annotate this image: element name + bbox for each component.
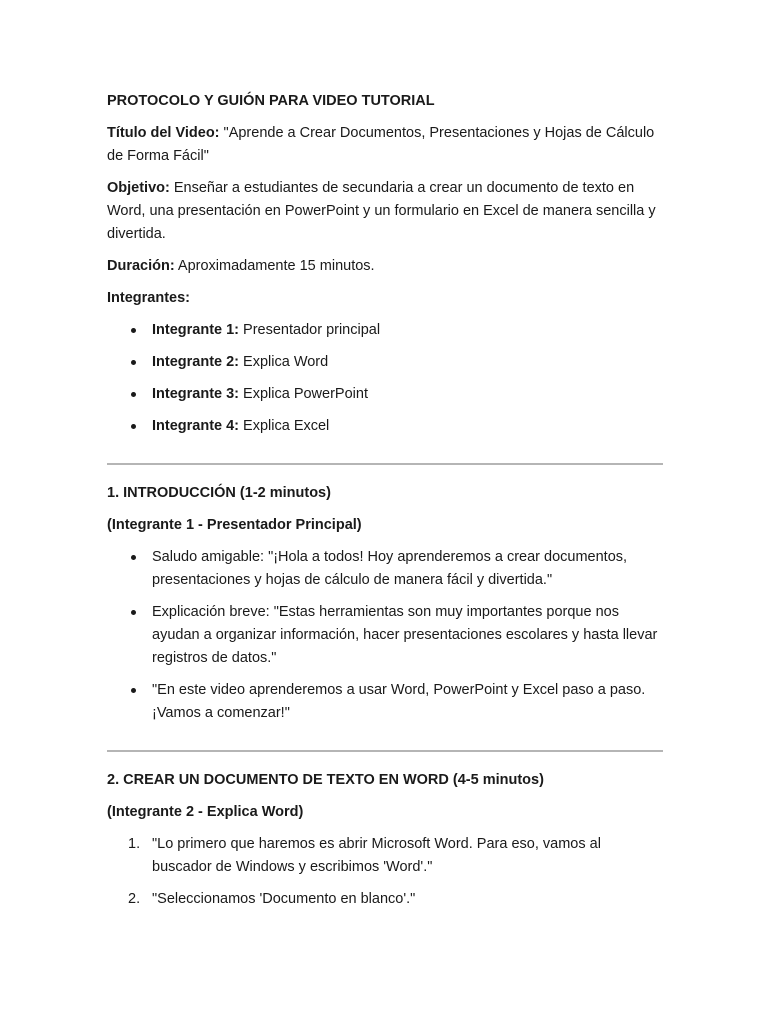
section2-subtitle: (Integrante 2 - Explica Word) xyxy=(107,804,304,820)
section1-title: 1. INTRODUCCIÓN (1-2 minutos) xyxy=(107,485,331,501)
objective-label: Objetivo: xyxy=(107,180,170,196)
section1-list xyxy=(107,546,662,725)
step-number: 2. xyxy=(128,891,141,907)
list-item-text: "En este video aprenderemos a usar Word, PowerPoint y Excel paso a paso. ¡Vamos a comenzar!" xyxy=(152,682,646,721)
duration-value: Aproximadamente 15 minutos. xyxy=(177,258,375,274)
section-divider xyxy=(107,750,663,752)
members-list xyxy=(107,319,662,438)
list-item xyxy=(152,679,662,725)
list-item-text: Saludo amigable: "¡Hola a todos! Hoy aprenderemos a crear documentos, presentaciones y hojas de cálculo de manera fácil y divertida." xyxy=(152,549,628,588)
document-title: PROTOCOLO Y GUIÓN PARA VIDEO TUTORIAL xyxy=(107,93,435,109)
video-title-label: Título del Video: xyxy=(107,125,220,141)
video-title-paragraph xyxy=(107,122,662,168)
list-item xyxy=(152,415,662,438)
section1-subtitle: (Integrante 1 - Presentador Principal) xyxy=(107,517,362,533)
section2-title: 2. CREAR UN DOCUMENTO DE TEXTO EN WORD (4-5 minutos) xyxy=(107,772,544,788)
list-item xyxy=(152,351,662,374)
bullet-icon xyxy=(131,610,136,615)
member-label: Integrante 4: xyxy=(152,418,240,434)
bullet-icon xyxy=(131,328,136,333)
bullet-icon xyxy=(131,360,136,365)
bullet-icon xyxy=(131,555,136,560)
objective-value: Enseñar a estudiantes de secundaria a crear un documento de texto en Word, una presentación en PowerPoint y un formulario en Excel de manera sencilla y divertida. xyxy=(107,180,656,242)
list-item xyxy=(128,833,662,879)
members-label: Integrantes: xyxy=(107,290,190,306)
members-heading xyxy=(107,287,662,310)
bullet-icon xyxy=(131,688,136,693)
list-item xyxy=(128,888,662,911)
member-label: Integrante 2: xyxy=(152,354,240,370)
member-role: Explica Excel xyxy=(243,418,330,434)
member-label: Integrante 1: xyxy=(152,322,240,338)
member-role: Explica PowerPoint xyxy=(243,386,368,402)
list-item xyxy=(152,546,662,592)
step-text: "Seleccionamos 'Documento en blanco'." xyxy=(152,891,416,907)
list-item-text: Explicación breve: "Estas herramientas son muy importantes porque nos ayudan a organizar información, hacer presentaciones escolares y hasta llevar registros de datos." xyxy=(152,604,658,666)
video-title-value: "Aprende a Crear Documentos, Presentaciones y Hojas de Cálculo de Forma Fácil" xyxy=(107,125,655,164)
duration-label: Duración: xyxy=(107,258,175,274)
step-number: 1. xyxy=(128,836,141,852)
section2-steps xyxy=(107,833,662,911)
list-item xyxy=(152,319,662,342)
member-label: Integrante 3: xyxy=(152,386,240,402)
list-item xyxy=(152,383,662,406)
objective-paragraph xyxy=(107,177,662,246)
duration-paragraph xyxy=(107,255,662,278)
bullet-icon xyxy=(131,424,136,429)
member-role: Presentador principal xyxy=(243,322,381,338)
member-role: Explica Word xyxy=(243,354,329,370)
list-item xyxy=(152,601,662,670)
step-text: "Lo primero que haremos es abrir Microsoft Word. Para eso, vamos al buscador de Windows y escribimos 'Word'." xyxy=(152,836,601,875)
section-divider xyxy=(107,463,663,465)
bullet-icon xyxy=(131,392,136,397)
